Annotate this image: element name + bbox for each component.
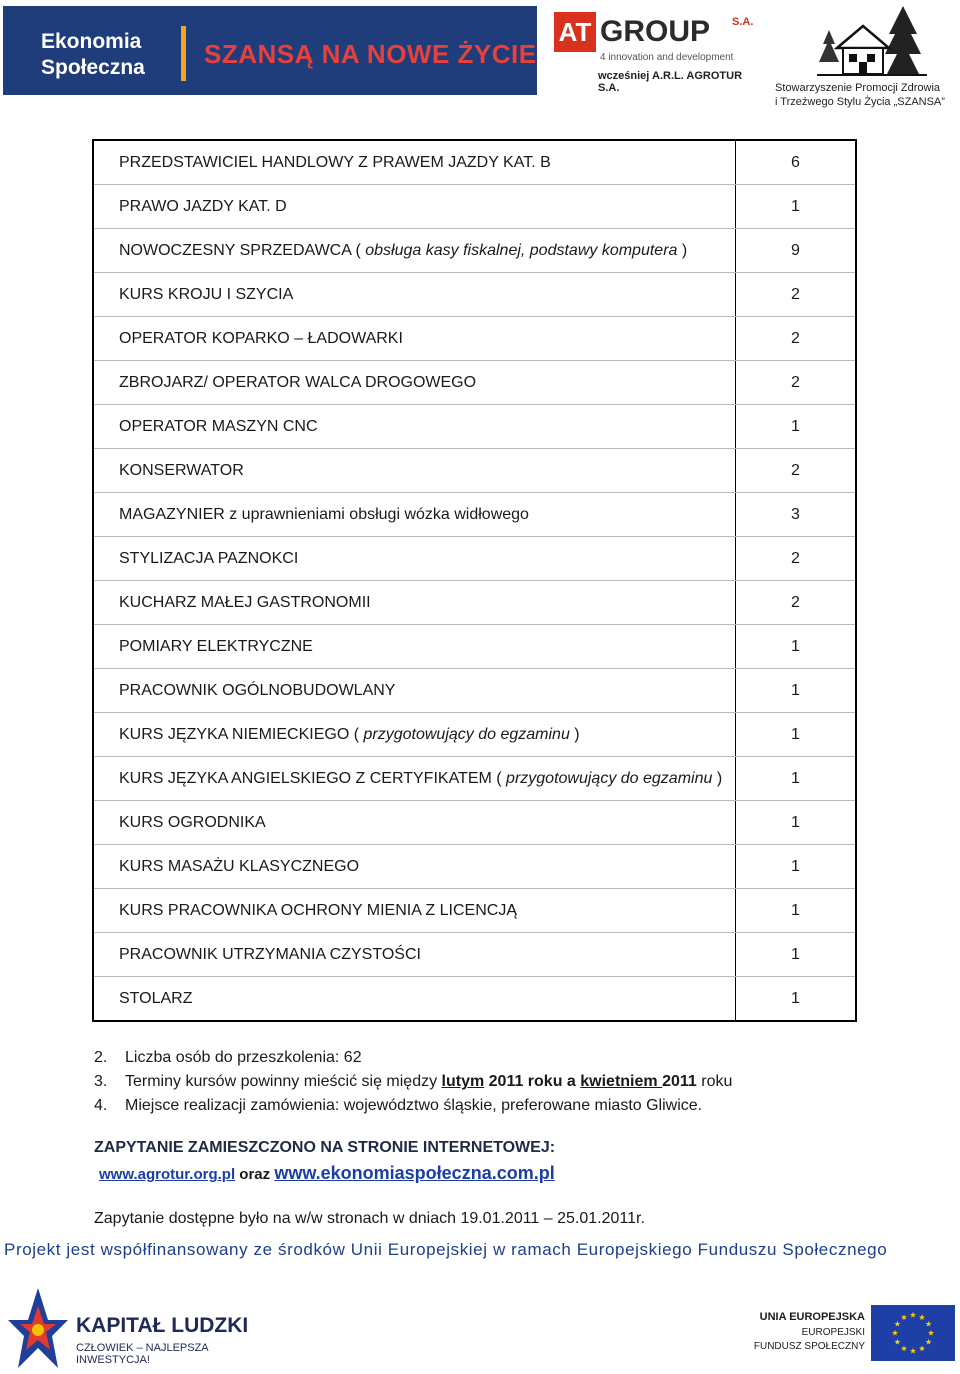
eu-star [919,1345,925,1351]
course-count: 2 [736,537,857,581]
course-name-cell [93,405,736,449]
ekonomia-logo-line1: Ekonomia [41,30,142,53]
course-count: 1 [736,625,857,669]
szansa-logo [775,4,957,108]
eu-star [926,1321,932,1327]
published-links [99,1163,555,1184]
atgroup-at: AT [554,12,596,52]
eu-star [919,1314,925,1320]
eu-line1: UNIA EUROPEJSKA [759,1311,865,1323]
course-name: KURS PRACOWNIKA OCHRONY MIENIA Z LICENCJĄ [119,901,517,919]
ekonomia-logo-line2: Społeczna [41,56,145,79]
course-name-cell [93,449,736,493]
course-name: KUCHARZ MAŁEJ GASTRONOMII [119,593,371,611]
course-count: 3 [736,493,857,537]
course-count: 2 [736,317,857,361]
course-name: PRAWO JAZDY KAT. D [119,197,287,215]
course-name: STOLARZ [119,989,193,1007]
eu-star [894,1321,900,1327]
note-month-start: lutym [441,1073,485,1090]
ekonomia-link[interactable]: www.ekonomiaspołeczna.com.pl [274,1163,555,1183]
course-name: PRACOWNIK UTRZYMANIA CZYSTOŚCI [119,945,421,963]
links-conjunction: oraz [235,1166,275,1183]
course-note: przygotowujący do egzaminu [363,725,570,743]
course-count: 1 [736,185,857,229]
course-name-cell [93,801,736,845]
course-name: POMIARY ELEKTRYCZNE [119,637,313,655]
note-number: 4. [94,1097,108,1114]
table-row [93,493,856,537]
note-text: Terminy kursów powinny mieścić się między [125,1073,442,1090]
kapital-ludzki-logo [8,1286,278,1370]
atgroup-logo [554,8,754,94]
table-row [93,185,856,229]
course-name: KURS JĘZYKA NIEMIECKIEGO ( [119,725,364,743]
course-count: 2 [736,361,857,405]
course-name-cell [93,713,736,757]
course-count: 6 [736,140,857,185]
table-row [93,845,856,889]
course-name: ZBROJARZ/ OPERATOR WALCA DROGOWEGO [119,373,477,391]
course-name-cell [93,889,736,933]
course-count: 1 [736,757,857,801]
atgroup-tagline: 4 innovation and development [600,52,734,63]
course-note: przygotowujący do egzaminu [506,769,713,787]
published-heading: ZAPYTANIE ZAMIESZCZONO NA STRONIE INTERNETOWEJ: [94,1139,556,1156]
notes-list [94,1046,732,1118]
eu-logo [752,1305,957,1365]
banner-slogan: SZANSĄ NA NOWE ŻYCIE [204,39,537,69]
table-row [93,625,856,669]
course-name-cell [93,669,736,713]
course-count: 1 [736,801,857,845]
eu-star [901,1314,907,1320]
course-count: 2 [736,449,857,493]
course-name: NOWOCZESNY SPRZEDAWCA ( [119,241,366,259]
note-text: Liczba osób do przeszkolenia: 62 [125,1049,362,1066]
course-name: KONSERWATOR [119,461,244,479]
course-name: PRZEDSTAWICIEL HANDLOWY Z PRAWEM JAZDY KAT. B [119,153,551,171]
course-count: 1 [736,889,857,933]
table-row [93,140,856,185]
table-row [93,757,856,801]
table-row [93,889,856,933]
note-number: 2. [94,1049,108,1066]
atgroup-previously: wcześniej A.R.L. AGROTUR S.A. [598,70,743,94]
course-count: 1 [736,405,857,449]
course-count: 2 [736,273,857,317]
ekonomia-spoleczna-banner [3,6,537,95]
course-count: 1 [736,713,857,757]
course-count: 1 [736,669,857,713]
note-year-start: 2011 roku a [484,1073,581,1090]
kapital-ludzki-subtitle: CZŁOWIEK – NAJLEPSZA INWESTYCJA! [76,1342,209,1366]
table-row [93,229,856,273]
courses-table [92,139,857,1022]
kapital-ludzki-title: KAPITAŁ LUDZKI [76,1314,249,1337]
availability-text: Zapytanie dostępne było na w/w stronach w dniach 19.01.2011 – 25.01.2011r. [94,1210,645,1227]
course-name-cell [93,361,736,405]
eu-stars-icon [871,1305,955,1361]
eu-star [928,1330,934,1336]
szansa-name-line2: i Trzeźwego Stylu Życia „SZANSA” [775,96,945,108]
eu-line3: FUNDUSZ SPOŁECZNY [753,1341,865,1352]
course-name-cell [93,493,736,537]
course-name: MAGAZYNIER z uprawnieniami obsługi wózka widłowego [119,505,529,523]
course-name-cell [93,977,736,1022]
course-name-cell [93,273,736,317]
course-name: OPERATOR MASZYN CNC [119,417,318,435]
szansa-name-line1: Stowarzyszenie Promocji Zdrowia [775,82,941,94]
table-row [93,933,856,977]
table-row [93,801,856,845]
banner-divider [181,26,186,81]
eu-star [910,1312,916,1318]
agrotur-link[interactable]: www.agrotur.org.pl [99,1166,236,1183]
course-name-cell [93,537,736,581]
table-row [93,713,856,757]
course-name-cell [93,185,736,229]
table-row [93,361,856,405]
atgroup-sa: S.A. [732,16,754,28]
course-count: 1 [736,845,857,889]
course-note-close: ) [712,769,723,787]
course-count: 1 [791,989,800,1007]
note-text-end: roku [696,1073,733,1090]
table-row [93,405,856,449]
course-count: 2 [736,581,857,625]
note-dates [94,1070,732,1094]
course-name-cell [93,845,736,889]
table-row [93,273,856,317]
course-name: OPERATOR KOPARKO – ŁADOWARKI [119,329,403,347]
eu-line2: EUROPEJSKI [801,1327,865,1338]
table-row [93,669,856,713]
note-participants [94,1046,732,1070]
eu-star [894,1339,900,1345]
course-name-cell [93,229,736,273]
course-name: STYLIZACJA PAZNOKCI [119,549,299,567]
courses-table-body [93,140,856,1021]
eu-flag-icon [871,1305,955,1361]
course-count: 9 [736,229,857,273]
table-row [93,317,856,361]
note-year-end: 2011 [662,1073,697,1090]
eu-star [926,1339,932,1345]
note-month-end: kwietniem [580,1073,663,1090]
note-number: 3. [94,1073,108,1090]
eu-star [901,1345,907,1351]
atgroup-group: GROUP [600,15,711,48]
table-row [93,977,856,1022]
eu-star [892,1330,898,1336]
course-name-cell [93,757,736,801]
course-name: PRACOWNIK OGÓLNOBUDOWLANY [119,681,396,699]
course-note-close: ) [677,241,688,259]
house-trees-icon [817,4,927,78]
course-name-cell [93,625,736,669]
note-location [94,1094,732,1118]
course-name: KURS OGRODNIKA [119,813,266,831]
table-row [93,581,856,625]
course-name: KURS KROJU I SZYCIA [119,285,294,303]
course-count: 1 [736,933,857,977]
course-name-cell [93,933,736,977]
course-note: obsługa kasy fiskalnej, podstawy komputera [365,241,678,259]
course-note-close: ) [569,725,580,743]
note-text: Miejsce realizacji zamówienia: województwo śląskie, preferowane miasto Gliwice. [125,1097,703,1114]
course-name: KURS MASAŻU KLASYCZNEGO [119,857,360,875]
course-name-cell [93,581,736,625]
kapital-ludzki-star-icon [8,1286,68,1370]
project-cofinancing-line: Projekt jest współfinansowany ze środków Unii Europejskiej w ramach Europejskiego Funduszu Społecznego [4,1240,888,1259]
course-name-cell [93,140,736,185]
eu-star [910,1348,916,1354]
course-name: KURS JĘZYKA ANGIELSKIEGO Z CERTYFIKATEM ( [119,769,507,787]
course-name-cell [93,317,736,361]
table-row [93,449,856,493]
table-row [93,537,856,581]
